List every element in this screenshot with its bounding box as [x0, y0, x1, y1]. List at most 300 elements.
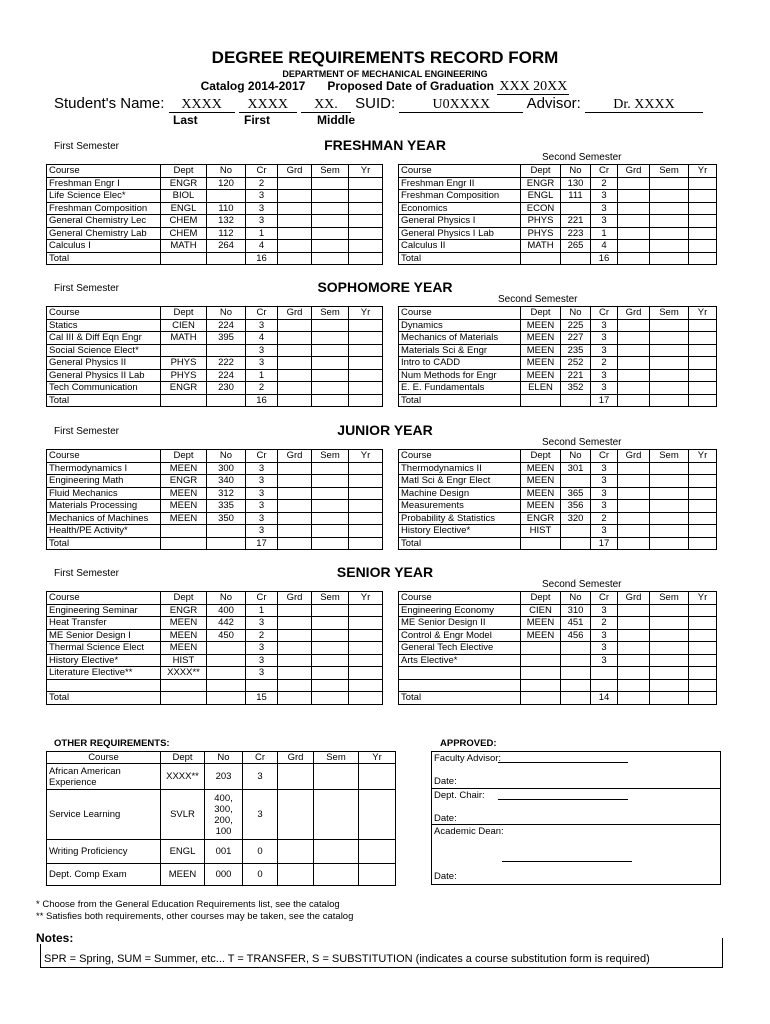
semester-cell[interactable]: [650, 667, 689, 680]
semester-cell[interactable]: [650, 604, 689, 617]
dept-cell: ENGR: [161, 177, 207, 190]
year-cell[interactable]: [349, 369, 383, 382]
grade-cell[interactable]: [618, 215, 650, 228]
semester-cell[interactable]: [650, 394, 689, 407]
grade-cell[interactable]: [278, 840, 314, 864]
year-cell[interactable]: [689, 215, 717, 228]
year-cell[interactable]: [689, 512, 717, 525]
semester-cell[interactable]: [312, 215, 349, 228]
year-cell[interactable]: [349, 629, 383, 642]
year-cell[interactable]: [349, 227, 383, 240]
semester-cell[interactable]: [312, 617, 349, 630]
semester-cell[interactable]: [314, 864, 359, 886]
grade-cell[interactable]: [618, 177, 650, 190]
senior-year-first-semester-label: First Semester: [54, 568, 120, 579]
grade-cell[interactable]: [278, 654, 312, 667]
grade-cell[interactable]: [618, 190, 650, 203]
year-cell[interactable]: [689, 190, 717, 203]
column-header-course: Course: [47, 165, 161, 178]
year-cell[interactable]: [349, 202, 383, 215]
table-header-row: [47, 307, 383, 320]
credit-cell: 3: [591, 487, 618, 500]
middle-label: Middle: [317, 113, 355, 127]
credit-cell: 17: [591, 394, 618, 407]
course-number-cell: 395: [207, 332, 246, 345]
dept-cell: MEEN: [161, 629, 207, 642]
semester-cell[interactable]: [312, 500, 349, 513]
column-header-yr: Yr: [349, 592, 383, 605]
year-cell[interactable]: [349, 252, 383, 265]
semester-cell[interactable]: [650, 642, 689, 655]
course-number-cell: 000: [205, 864, 243, 886]
semester-cell[interactable]: [650, 382, 689, 395]
grade-cell[interactable]: [278, 864, 314, 886]
grade-cell[interactable]: [618, 512, 650, 525]
semester-cell[interactable]: [312, 537, 349, 550]
grade-cell[interactable]: [618, 537, 650, 550]
year-cell[interactable]: [359, 764, 396, 790]
course-number-cell: 350: [207, 512, 246, 525]
semester-cell[interactable]: [312, 344, 349, 357]
grade-cell[interactable]: [278, 344, 312, 357]
semester-cell[interactable]: [312, 177, 349, 190]
semester-cell[interactable]: [650, 252, 689, 265]
catalog-line: [0, 79, 770, 95]
course-number-cell: 230: [207, 382, 246, 395]
junior-year-title: JUNIOR YEAR: [337, 422, 433, 438]
semester-cell[interactable]: [312, 227, 349, 240]
semester-cell[interactable]: [650, 177, 689, 190]
semester-cell[interactable]: [650, 512, 689, 525]
year-cell[interactable]: [359, 790, 396, 840]
other-requirements-table: [46, 751, 396, 886]
credit-cell: 3: [591, 654, 618, 667]
year-cell[interactable]: [359, 840, 396, 864]
suid-field[interactable]: U0XXXX: [399, 96, 523, 113]
course-number-cell: [207, 525, 246, 538]
column-header-sem: Sem: [650, 450, 689, 463]
dept-cell: BIOL: [161, 190, 207, 203]
year-cell[interactable]: [689, 525, 717, 538]
grade-cell[interactable]: [618, 692, 650, 705]
course-number-cell: 365: [561, 487, 591, 500]
semester-cell[interactable]: [312, 604, 349, 617]
semester-cell[interactable]: [650, 462, 689, 475]
year-cell[interactable]: [349, 512, 383, 525]
grade-cell[interactable]: [618, 500, 650, 513]
semester-cell[interactable]: [650, 500, 689, 513]
table-row: [399, 679, 717, 692]
semester-cell[interactable]: [312, 462, 349, 475]
grade-cell[interactable]: [278, 215, 312, 228]
year-cell[interactable]: [689, 667, 717, 680]
course-name-cell: Calculus I: [47, 240, 161, 253]
semester-cell[interactable]: [314, 764, 359, 790]
dept-chair-signature[interactable]: [498, 799, 628, 800]
column-header-cr: Cr: [246, 307, 278, 320]
table-row: [47, 227, 383, 240]
table-row: [47, 667, 383, 680]
year-cell[interactable]: [349, 487, 383, 500]
first-name-field[interactable]: XXXX: [239, 96, 297, 113]
dept-cell: [161, 679, 207, 692]
grade-cell[interactable]: [618, 382, 650, 395]
sophomore-year-first-semester-label: First Semester: [54, 283, 120, 294]
grade-cell[interactable]: [278, 319, 312, 332]
grade-cell[interactable]: [618, 332, 650, 345]
semester-cell[interactable]: [312, 202, 349, 215]
credit-cell: 3: [246, 525, 278, 538]
semester-cell[interactable]: [312, 667, 349, 680]
dept-cell: [161, 252, 207, 265]
semester-cell[interactable]: [312, 642, 349, 655]
grade-cell[interactable]: [278, 604, 312, 617]
semester-cell[interactable]: [312, 332, 349, 345]
year-cell[interactable]: [689, 537, 717, 550]
credit-cell: 3: [246, 512, 278, 525]
year-cell[interactable]: [689, 679, 717, 692]
semester-cell[interactable]: [650, 227, 689, 240]
column-header-course: Course: [47, 592, 161, 605]
grade-cell[interactable]: [278, 190, 312, 203]
grade-cell[interactable]: [618, 252, 650, 265]
grade-cell[interactable]: [618, 654, 650, 667]
grade-cell[interactable]: [618, 475, 650, 488]
semester-cell[interactable]: [650, 537, 689, 550]
grade-cell[interactable]: [278, 252, 312, 265]
faculty-advisor-label: Faculty Advisor:: [434, 753, 502, 764]
semester-cell[interactable]: [650, 629, 689, 642]
year-cell[interactable]: [689, 604, 717, 617]
sophomore-year-title: SOPHOMORE YEAR: [317, 279, 453, 295]
course-name-cell: Probability & Statistics: [399, 512, 521, 525]
table-row: [399, 654, 717, 667]
advisor-field[interactable]: Dr. XXXX: [585, 96, 703, 113]
course-name-cell: Num Methods for Engr: [399, 369, 521, 382]
grade-cell[interactable]: [278, 679, 312, 692]
grade-cell[interactable]: [278, 525, 312, 538]
semester-cell[interactable]: [650, 692, 689, 705]
course-name-cell: Freshman Engr I: [47, 177, 161, 190]
grade-cell[interactable]: [278, 629, 312, 642]
grade-cell[interactable]: [278, 537, 312, 550]
dept-cell: ELEN: [521, 382, 561, 395]
dept-cell: ECON: [521, 202, 561, 215]
requirement-name-cell: Service Learning: [47, 790, 161, 840]
year-cell[interactable]: [349, 332, 383, 345]
column-header-dept: Dept: [161, 450, 207, 463]
grade-cell[interactable]: [618, 357, 650, 370]
year-cell[interactable]: [349, 604, 383, 617]
grade-cell[interactable]: [278, 394, 312, 407]
semester-cell[interactable]: [312, 475, 349, 488]
middle-name-field[interactable]: XX.: [301, 96, 351, 113]
year-cell[interactable]: [349, 319, 383, 332]
dept-cell: MEEN: [521, 617, 561, 630]
year-cell[interactable]: [689, 369, 717, 382]
semester-cell[interactable]: [650, 369, 689, 382]
year-cell[interactable]: [689, 202, 717, 215]
year-cell[interactable]: [689, 642, 717, 655]
semester-cell[interactable]: [312, 629, 349, 642]
semester-cell[interactable]: [650, 487, 689, 500]
course-name-cell: ME Senior Design II: [399, 617, 521, 630]
department-name: DEPARTMENT OF MECHANICAL ENGINEERING: [282, 69, 488, 79]
year-cell[interactable]: [359, 864, 396, 886]
table-row: [399, 319, 717, 332]
table-row: [399, 394, 717, 407]
year-cell[interactable]: [689, 629, 717, 642]
grade-cell[interactable]: [618, 319, 650, 332]
course-number-cell: 300: [207, 462, 246, 475]
academic-dean-signature[interactable]: [502, 861, 632, 862]
column-header-no: No: [561, 592, 591, 605]
column-header-no: No: [207, 307, 246, 320]
year-cell[interactable]: [349, 394, 383, 407]
semester-cell[interactable]: [650, 215, 689, 228]
semester-cell[interactable]: [312, 369, 349, 382]
semester-cell[interactable]: [312, 252, 349, 265]
column-header-cr: Cr: [246, 165, 278, 178]
grade-cell[interactable]: [618, 667, 650, 680]
grade-cell[interactable]: [618, 487, 650, 500]
grade-cell[interactable]: [278, 382, 312, 395]
semester-cell[interactable]: [650, 344, 689, 357]
semester-cell[interactable]: [312, 692, 349, 705]
senior-year-second-semester-label: Second Semester: [542, 579, 622, 590]
semester-cell[interactable]: [650, 319, 689, 332]
grade-cell[interactable]: [278, 790, 314, 840]
semester-cell[interactable]: [312, 525, 349, 538]
year-cell[interactable]: [349, 357, 383, 370]
dept-cell: ENGL: [161, 840, 205, 864]
course-number-cell: 312: [207, 487, 246, 500]
semester-cell[interactable]: [312, 190, 349, 203]
semester-cell[interactable]: [312, 240, 349, 253]
year-cell[interactable]: [349, 344, 383, 357]
year-cell[interactable]: [349, 190, 383, 203]
grade-cell[interactable]: [278, 369, 312, 382]
credit-cell: 16: [246, 252, 278, 265]
year-cell[interactable]: [689, 617, 717, 630]
table-row: [399, 487, 717, 500]
year-cell[interactable]: [689, 227, 717, 240]
year-cell[interactable]: [349, 500, 383, 513]
year-cell[interactable]: [689, 382, 717, 395]
dept-cell: MEEN: [521, 475, 561, 488]
course-name-cell: History Elective*: [47, 654, 161, 667]
dept-cell: MEEN: [521, 487, 561, 500]
year-cell[interactable]: [349, 537, 383, 550]
table-row: [47, 332, 383, 345]
grade-cell[interactable]: [618, 629, 650, 642]
year-cell[interactable]: [689, 177, 717, 190]
table-header-row: [399, 450, 717, 463]
year-cell[interactable]: [349, 240, 383, 253]
semester-cell[interactable]: [650, 654, 689, 667]
year-cell[interactable]: [349, 382, 383, 395]
year-cell[interactable]: [349, 462, 383, 475]
dept-cell: [521, 692, 561, 705]
grade-cell[interactable]: [618, 679, 650, 692]
semester-cell[interactable]: [312, 487, 349, 500]
table-row: [47, 525, 383, 538]
semester-cell[interactable]: [312, 319, 349, 332]
course-number-cell: 456: [561, 629, 591, 642]
course-number-cell: [207, 252, 246, 265]
grade-cell[interactable]: [278, 227, 312, 240]
faculty-advisor-signature[interactable]: [498, 762, 628, 763]
grade-cell[interactable]: [278, 357, 312, 370]
dept-cell: [521, 537, 561, 550]
credit-cell: 3: [591, 629, 618, 642]
grade-cell[interactable]: [618, 462, 650, 475]
year-cell[interactable]: [689, 500, 717, 513]
grade-cell[interactable]: [618, 240, 650, 253]
semester-cell[interactable]: [650, 240, 689, 253]
grade-cell[interactable]: [278, 332, 312, 345]
year-cell[interactable]: [689, 319, 717, 332]
grade-cell[interactable]: [278, 692, 312, 705]
grade-cell[interactable]: [278, 240, 312, 253]
grade-cell[interactable]: [278, 512, 312, 525]
year-cell[interactable]: [349, 215, 383, 228]
junior-year-first-semester-table: [46, 449, 383, 550]
course-name-cell: Dynamics: [399, 319, 521, 332]
column-header-grd: Grd: [278, 165, 312, 178]
year-cell[interactable]: [689, 357, 717, 370]
year-cell[interactable]: [689, 692, 717, 705]
course-number-cell: 224: [207, 319, 246, 332]
grade-cell[interactable]: [278, 177, 312, 190]
semester-cell[interactable]: [650, 190, 689, 203]
credit-cell: 3: [246, 190, 278, 203]
last-name-field[interactable]: XXXX: [169, 96, 235, 113]
semester-cell[interactable]: [312, 679, 349, 692]
course-name-cell: Social Science Elect*: [47, 344, 161, 357]
grade-cell[interactable]: [278, 667, 312, 680]
year-cell[interactable]: [689, 332, 717, 345]
table-row: [47, 604, 383, 617]
year-cell[interactable]: [349, 679, 383, 692]
semester-cell[interactable]: [650, 202, 689, 215]
year-cell[interactable]: [689, 654, 717, 667]
semester-cell[interactable]: [650, 679, 689, 692]
semester-cell[interactable]: [650, 357, 689, 370]
grade-cell[interactable]: [278, 642, 312, 655]
year-cell[interactable]: [349, 692, 383, 705]
year-cell[interactable]: [349, 177, 383, 190]
year-cell[interactable]: [349, 525, 383, 538]
year-cell[interactable]: [689, 462, 717, 475]
table-row: [47, 790, 396, 840]
year-cell[interactable]: [349, 475, 383, 488]
semester-cell[interactable]: [650, 475, 689, 488]
column-header-course: Course: [399, 165, 521, 178]
credit-cell: 3: [591, 319, 618, 332]
year-cell[interactable]: [349, 617, 383, 630]
graduation-field[interactable]: XXX 20XX: [499, 79, 568, 94]
grade-cell[interactable]: [278, 617, 312, 630]
semester-cell[interactable]: [312, 394, 349, 407]
grade-cell[interactable]: [278, 462, 312, 475]
year-cell[interactable]: [689, 487, 717, 500]
credit-cell: 3: [246, 654, 278, 667]
dept-cell: MEEN: [161, 512, 207, 525]
course-number-cell: [561, 475, 591, 488]
column-header-yr: Yr: [349, 450, 383, 463]
semester-cell[interactable]: [650, 617, 689, 630]
grade-cell[interactable]: [618, 227, 650, 240]
semester-cell[interactable]: [650, 332, 689, 345]
dept-cell: ENGR: [521, 177, 561, 190]
column-header-grd: Grd: [278, 752, 314, 764]
grade-cell[interactable]: [618, 202, 650, 215]
semester-cell[interactable]: [314, 790, 359, 840]
year-cell[interactable]: [689, 475, 717, 488]
semester-cell[interactable]: [312, 512, 349, 525]
footnote-double-star: ** Satisfies both requirements, other courses may be taken, see the catalog: [36, 911, 354, 922]
semester-cell[interactable]: [312, 654, 349, 667]
year-cell[interactable]: [689, 240, 717, 253]
credit-cell: 3: [591, 525, 618, 538]
dept-cell: ENGL: [521, 190, 561, 203]
table-row: [399, 642, 717, 655]
grade-cell[interactable]: [278, 202, 312, 215]
grade-cell[interactable]: [618, 525, 650, 538]
grade-cell[interactable]: [618, 642, 650, 655]
course-name-cell: Mechanics of Materials: [399, 332, 521, 345]
semester-cell[interactable]: [314, 840, 359, 864]
grade-cell[interactable]: [618, 369, 650, 382]
dept-cell: MEEN: [521, 332, 561, 345]
credit-cell: 3: [246, 475, 278, 488]
senior-year-second-semester-table: [398, 591, 717, 705]
credit-cell: 3: [591, 369, 618, 382]
column-header-cr: Cr: [591, 307, 618, 320]
year-cell[interactable]: [349, 642, 383, 655]
course-number-cell: 110: [207, 202, 246, 215]
approval-box: [431, 751, 721, 885]
year-cell[interactable]: [349, 667, 383, 680]
year-cell[interactable]: [689, 344, 717, 357]
semester-cell[interactable]: [650, 525, 689, 538]
table-row: [399, 382, 717, 395]
course-number-cell: [561, 537, 591, 550]
grade-cell[interactable]: [278, 764, 314, 790]
course-number-cell: [561, 394, 591, 407]
course-number-cell: 400: [207, 604, 246, 617]
course-number-cell: [207, 679, 246, 692]
semester-cell[interactable]: [312, 357, 349, 370]
year-cell[interactable]: [689, 252, 717, 265]
table-row: [399, 667, 717, 680]
grade-cell[interactable]: [278, 475, 312, 488]
year-cell[interactable]: [689, 394, 717, 407]
semester-cell[interactable]: [312, 382, 349, 395]
grade-cell[interactable]: [618, 604, 650, 617]
course-number-cell: 310: [561, 604, 591, 617]
grade-cell[interactable]: [618, 394, 650, 407]
grade-cell[interactable]: [618, 617, 650, 630]
grade-cell[interactable]: [278, 487, 312, 500]
grade-cell[interactable]: [278, 500, 312, 513]
column-header-dept: Dept: [161, 592, 207, 605]
grade-cell[interactable]: [618, 344, 650, 357]
year-cell[interactable]: [349, 654, 383, 667]
credit-cell: 2: [246, 177, 278, 190]
course-number-cell: 264: [207, 240, 246, 253]
